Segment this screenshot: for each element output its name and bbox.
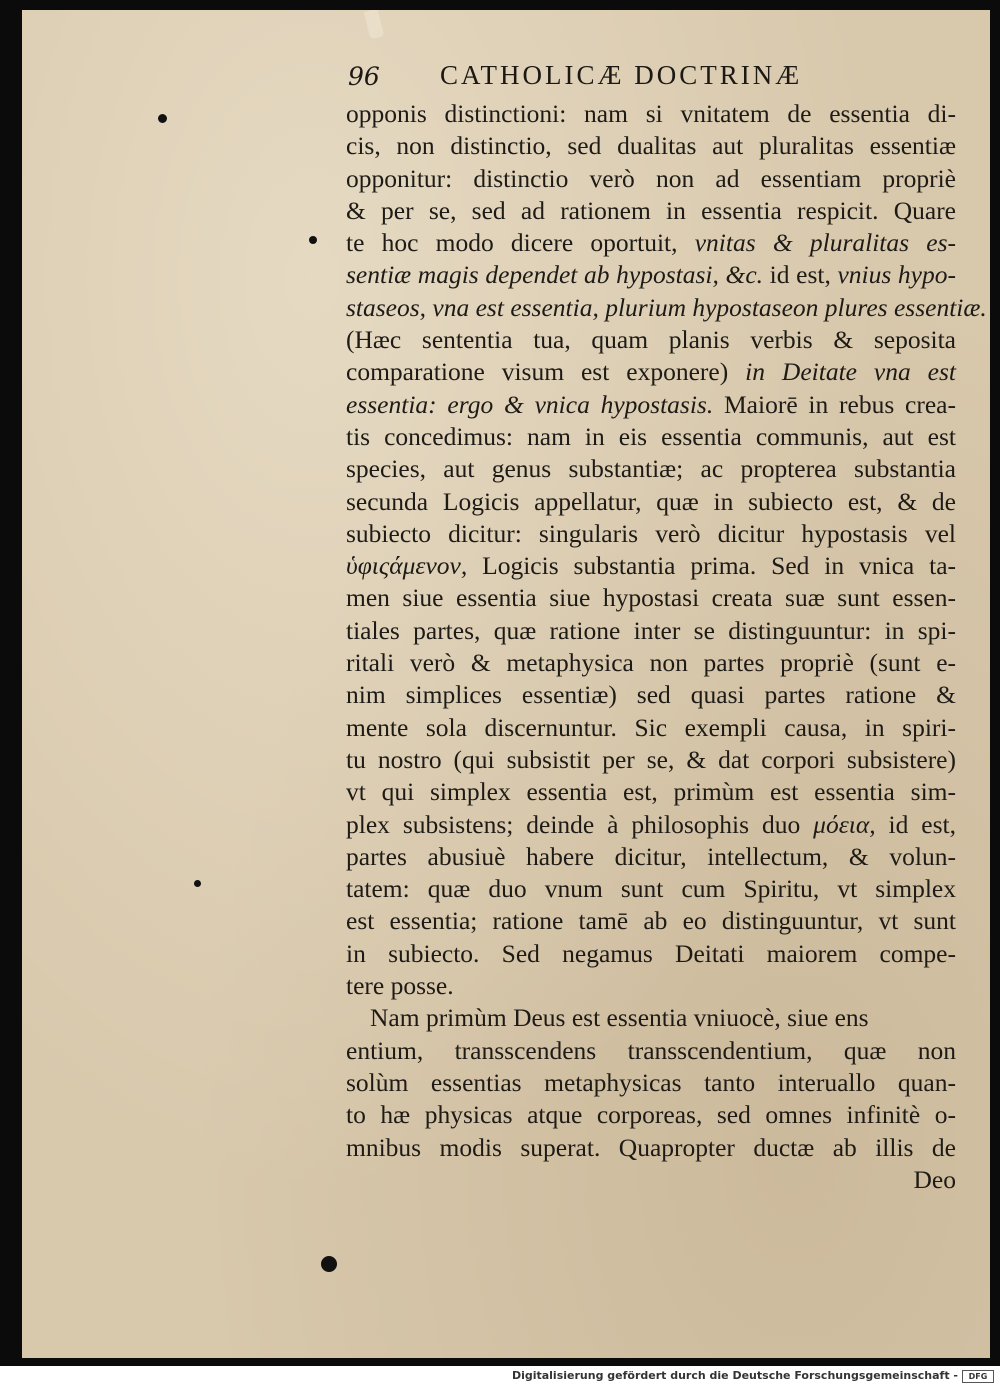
text-line: [346, 873, 956, 905]
text-segment: id est,: [763, 260, 838, 290]
text-segment: opponitur: distinctio verò non ad essentiam propriè: [346, 163, 956, 193]
text-line: [346, 1035, 956, 1067]
text-segment: tiales partes, quæ ratione inter se distinguuntur: in spi-: [346, 615, 956, 645]
text-segment: nim simplices essentiæ) sed quasi partes ratione &: [346, 680, 956, 710]
text-segment: est essentia; ratione tamē ab eo distinguuntur, vt sunt: [346, 906, 956, 936]
page-number: 96: [348, 62, 380, 91]
text-segment: entium, transscendens transscendentium, quæ non: [346, 1035, 956, 1065]
text-segment: mnibus modis superat. Quapropter ductæ ab illis de: [346, 1132, 956, 1162]
text-line: [346, 712, 956, 744]
text-segment: tere posse.: [346, 971, 454, 1001]
text-segment: tu nostro (qui subsistit per se, & dat corpori subsistere): [346, 744, 956, 774]
text-segment: Logicis substantia prima. Sed in vnica ta-: [467, 551, 956, 581]
text-segment: subiecto dicitur: singularis verò dicitur hypostasis vel: [346, 518, 956, 548]
text-segment: id est,: [875, 809, 956, 839]
text-segment: vt qui simplex essentia est, primùm est essentia sim-: [346, 777, 956, 807]
text-segment: secunda Logicis appellatur, quæ in subiecto est, & de: [346, 486, 956, 516]
text-segment: comparatione visum est exponere): [346, 357, 746, 387]
text-segment: & per se, sed ad rationem in essentia respicit. Quare: [346, 195, 956, 225]
text-line: [346, 1132, 956, 1164]
text-line: [346, 259, 956, 291]
text-line: [346, 970, 956, 1002]
italic-segment: μόεια,: [813, 809, 876, 839]
text-line: [346, 1164, 956, 1196]
text-line: [346, 453, 956, 485]
text-line: [346, 1067, 956, 1099]
text-line: [346, 1002, 956, 1034]
ink-spot: [194, 880, 201, 887]
italic-segment: in Deitate vna est: [745, 357, 956, 387]
text-line: [346, 615, 956, 647]
text-line: [346, 1099, 956, 1131]
text-line: [346, 744, 956, 776]
text-line: [346, 841, 956, 873]
digitization-footer: [0, 1366, 1000, 1388]
text-line: [346, 227, 956, 259]
text-segment: partes abusiuè habere dicitur, intellectum, & volun-: [346, 841, 956, 871]
text-segment: species, aut genus substantiæ; ac propterea substantia: [346, 454, 956, 484]
text-line: [346, 647, 956, 679]
text-line: [346, 163, 956, 195]
text-segment: Nam primùm Deus est essentia vniuocè, siue ens: [370, 1003, 869, 1033]
text-segment: cis, non distinctio, sed dualitas aut pluralitas essentiæ: [346, 131, 956, 161]
ink-spot: [321, 1256, 337, 1272]
text-line: [346, 98, 956, 130]
text-segment: solùm essentias metaphysicas tanto interuallo quan-: [346, 1067, 956, 1097]
text-segment: Maiorē in rebus crea-: [713, 389, 956, 419]
text-line: [346, 582, 956, 614]
text-line: [346, 421, 956, 453]
italic-segment: sentiæ magis dependet ab hypostasi, &c.: [346, 260, 764, 290]
page-header: [348, 56, 888, 100]
text-line: [346, 195, 956, 227]
italic-segment: vnitas & pluralitas es-: [694, 228, 956, 258]
text-line: [346, 776, 956, 808]
text-segment: opponis distinctioni: nam si vnitatem de essentia di-: [346, 99, 956, 128]
text-line: [346, 389, 956, 421]
italic-segment: ὑφιςάμενον,: [346, 551, 468, 581]
italic-segment: essentia: ergo & vnica hypostasis.: [346, 389, 714, 419]
ink-spot: [158, 114, 167, 123]
text-segment: to hæ physicas atque corporeas, sed omnes infinitè o-: [346, 1100, 956, 1130]
funding-credit: Digitalisierung gefördert durch die Deutsche Forschungsgemeinschaft -: [511, 1369, 958, 1382]
text-line: [346, 356, 956, 388]
text-segment: te hoc modo dicere oportuit,: [346, 228, 695, 258]
text-line: [346, 130, 956, 162]
text-line: [346, 324, 956, 356]
text-segment: (Hæc sententia tua, quam planis verbis & seposita: [346, 325, 956, 355]
text-line: [346, 486, 956, 518]
text-segment: Deo: [913, 1164, 956, 1194]
book-page: [22, 10, 990, 1358]
body-text: [346, 98, 987, 1196]
text-line: [346, 550, 956, 582]
text-line: [346, 938, 956, 970]
dfg-logo-icon: DFG: [962, 1370, 994, 1383]
text-line: [346, 518, 956, 550]
text-line: [346, 905, 956, 937]
running-head: CATHOLICÆ DOCTRINÆ: [440, 60, 803, 90]
text-line: [346, 292, 987, 324]
text-segment: ritali verò & metaphysica non partes propriè (sunt e-: [346, 648, 956, 678]
text-segment: tis concedimus: nam in eis essentia communis, aut est: [346, 421, 956, 451]
text-segment: plex subsistens; deinde à philosophis duo: [346, 809, 814, 839]
text-segment: tatem: quæ duo vnum sunt cum Spiritu, vt simplex: [346, 874, 956, 904]
italic-segment: staseos, vna est essentia, plurium hypostaseon plures essentiæ.: [346, 292, 987, 322]
text-segment: in subiecto. Sed negamus Deitati maiorem compe-: [346, 938, 956, 968]
text-line: [346, 679, 956, 711]
italic-segment: vnius hypo-: [837, 260, 956, 290]
paper-tab: [364, 10, 384, 39]
text-line: [346, 809, 956, 841]
text-segment: men siue essentia siue hypostasi creata suæ sunt essen-: [346, 583, 956, 613]
text-segment: mente sola discernuntur. Sic exempli causa, in spiri-: [346, 712, 956, 742]
ink-spot: [309, 236, 317, 244]
